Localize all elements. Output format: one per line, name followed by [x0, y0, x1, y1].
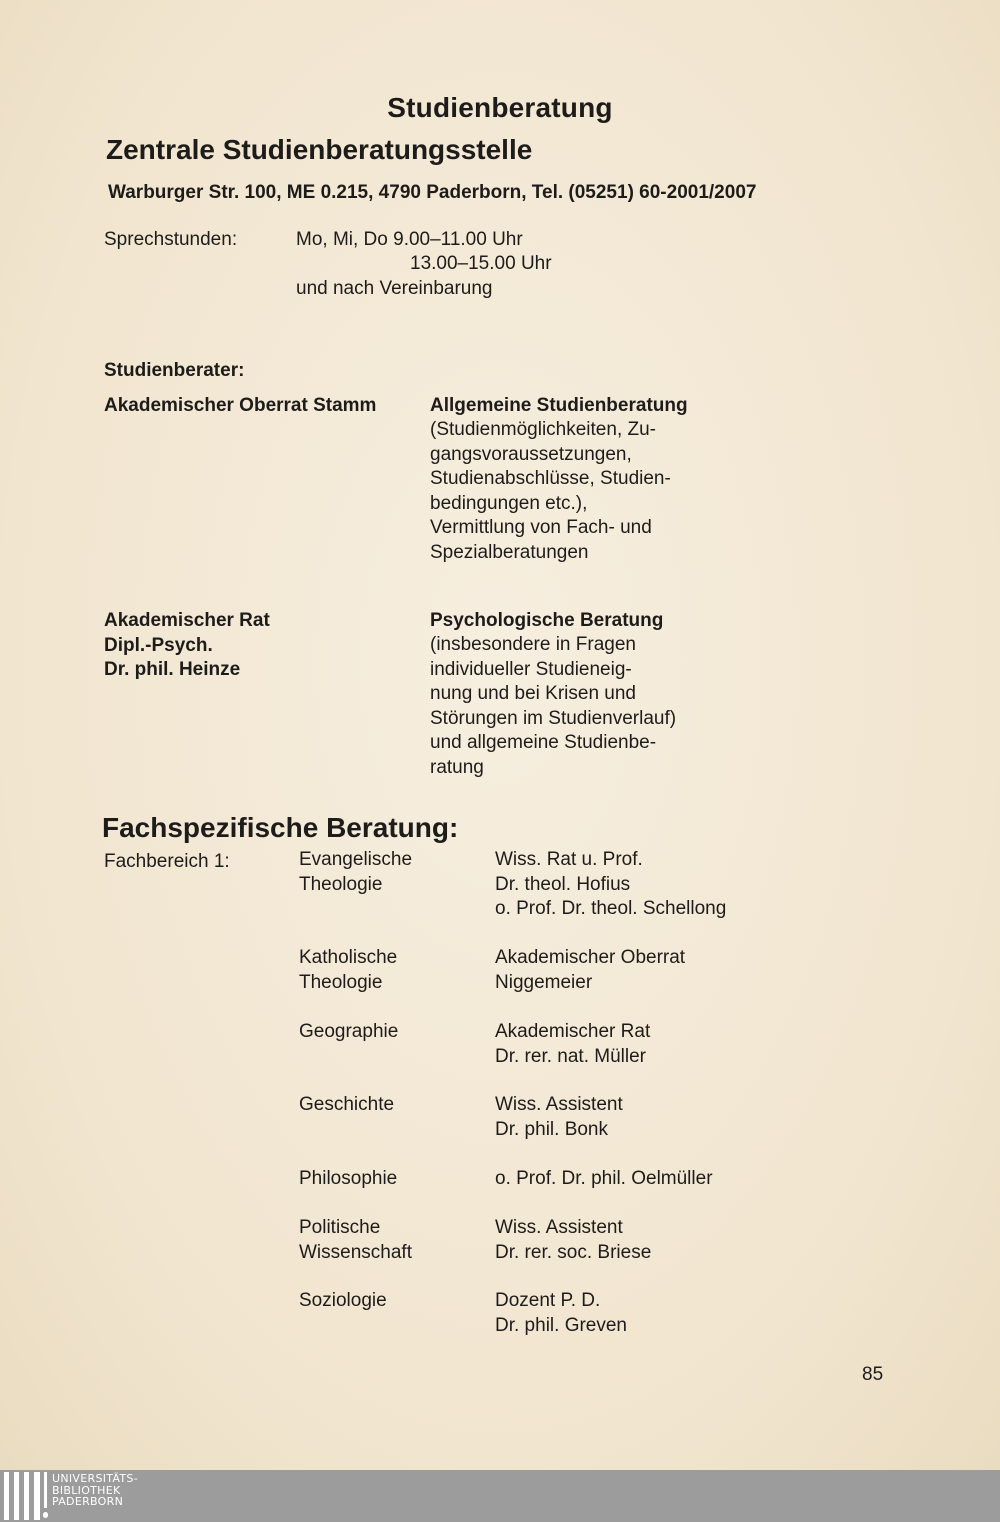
- subject-name: [299, 1167, 397, 1192]
- advisor-description-line: ratung: [430, 756, 484, 778]
- contact-line: Dr. theol. Hofius: [495, 873, 631, 895]
- library-logo-text: [52, 1473, 138, 1508]
- contact-line: Dozent P. D.: [495, 1290, 601, 1311]
- subject-line: Politische: [299, 1217, 381, 1238]
- advisor-description-line: bedingungen etc.),: [430, 492, 588, 514]
- contact-line: Dr. rer. soc. Briese: [495, 1241, 652, 1263]
- contact-line: Dr. phil. Greven: [495, 1314, 627, 1336]
- logo-text-line: UNIVERSITÄTS-: [52, 1472, 138, 1485]
- subject-name: [299, 1093, 394, 1118]
- advisor-description-line: Spezialberatungen: [430, 541, 589, 563]
- advisor-name: [104, 609, 270, 683]
- hours-line-2: 13.00–15.00 Uhr: [410, 253, 552, 274]
- contact-line: Niggemeier: [495, 971, 593, 993]
- subject-line: Geschichte: [299, 1094, 395, 1115]
- subject-line: Soziologie: [299, 1290, 387, 1311]
- contact-line: Wiss. Rat u. Prof.: [495, 849, 643, 870]
- logo-text-line: BIBLIOTHEK: [52, 1483, 121, 1497]
- page-title: Studienberatung: [387, 92, 613, 123]
- contact-line: Dr. phil. Bonk: [495, 1118, 608, 1140]
- office-title: Zentrale Studienberatungsstelle: [106, 134, 533, 165]
- library-footer-bar: [0, 1470, 1000, 1522]
- contact-line: Akademischer Rat: [495, 1021, 651, 1042]
- advisor-description-line: und allgemeine Studienbe-: [430, 732, 657, 754]
- page-number: 85: [862, 1364, 884, 1385]
- subject-name: [299, 1020, 398, 1045]
- department-label: Fachbereich 1:: [104, 851, 230, 872]
- contact-line: Wiss. Assistent: [495, 1094, 623, 1115]
- subject-line: Wissenschaft: [299, 1241, 412, 1263]
- subject-contact: [495, 946, 685, 995]
- subject-line: Philosophie: [299, 1168, 398, 1189]
- advisor-name-line: Dipl.-Psych.: [104, 634, 213, 656]
- contact-line: Akademischer Oberrat: [495, 947, 686, 968]
- subject-contact: [495, 1020, 650, 1069]
- logo-text-line: PADERBORN: [52, 1495, 124, 1508]
- subject-line: Theologie: [299, 971, 383, 993]
- contact-line: o. Prof. Dr. theol. Schellong: [495, 898, 727, 920]
- advisor-name-line: Akademischer Rat: [104, 610, 270, 631]
- office-address: Warburger Str. 100, ME 0.215, 4790 Paderborn, Tel. (05251) 60-2001/2007: [108, 182, 757, 203]
- advisor-name: Akademischer Oberrat Stamm: [104, 395, 377, 416]
- subject-name: [299, 946, 397, 995]
- advisor-topic: Allgemeine Studienberatung: [430, 395, 688, 416]
- advisor-description-line: nung und bei Krisen und: [430, 683, 636, 705]
- advisor-description: [430, 633, 676, 781]
- advisor-description: [430, 418, 671, 566]
- subject-name: [299, 848, 412, 897]
- advisors-heading: Studienberater:: [104, 360, 245, 381]
- subject-contact: [495, 1216, 651, 1265]
- subject-contact: [495, 1289, 627, 1338]
- hours-line-3: und nach Vereinbarung: [296, 278, 493, 299]
- contact-line: Wiss. Assistent: [495, 1217, 623, 1238]
- advisor-description-line: Studienabschlüsse, Studien-: [430, 468, 671, 490]
- subject-line: Theologie: [299, 873, 383, 895]
- advisor-description-line: (Studienmöglichkeiten, Zu-: [430, 419, 656, 440]
- advisor-description-line: gangsvoraussetzungen,: [430, 443, 632, 465]
- advisor-name-line: Dr. phil. Heinze: [104, 659, 241, 681]
- subject-name: [299, 1216, 412, 1265]
- section-heading: Fachspezifische Beratung:: [102, 812, 459, 843]
- advisor-description-line: (insbesondere in Fragen: [430, 634, 636, 655]
- advisor-description-line: Vermittlung von Fach- und: [430, 517, 652, 539]
- subject-contact: [495, 1093, 623, 1142]
- subject-line: Evangelische: [299, 849, 413, 870]
- subject-line: Katholische: [299, 947, 398, 968]
- subject-contact: [495, 1167, 713, 1192]
- subject-line: Geographie: [299, 1021, 399, 1042]
- contact-line: o. Prof. Dr. phil. Oelmüller: [495, 1168, 713, 1189]
- advisor-description-line: Störungen im Studienverlauf): [430, 707, 677, 729]
- subject-contact: [495, 848, 726, 922]
- hours-line-1: Mo, Mi, Do 9.00–11.00 Uhr: [296, 229, 523, 250]
- contact-line: Dr. rer. nat. Müller: [495, 1045, 646, 1067]
- advisor-topic: Psychologische Beratung: [430, 610, 664, 631]
- hours-label: Sprechstunden:: [104, 229, 238, 250]
- subject-name: [299, 1289, 387, 1314]
- advisor-description-line: individueller Studieneig-: [430, 658, 632, 680]
